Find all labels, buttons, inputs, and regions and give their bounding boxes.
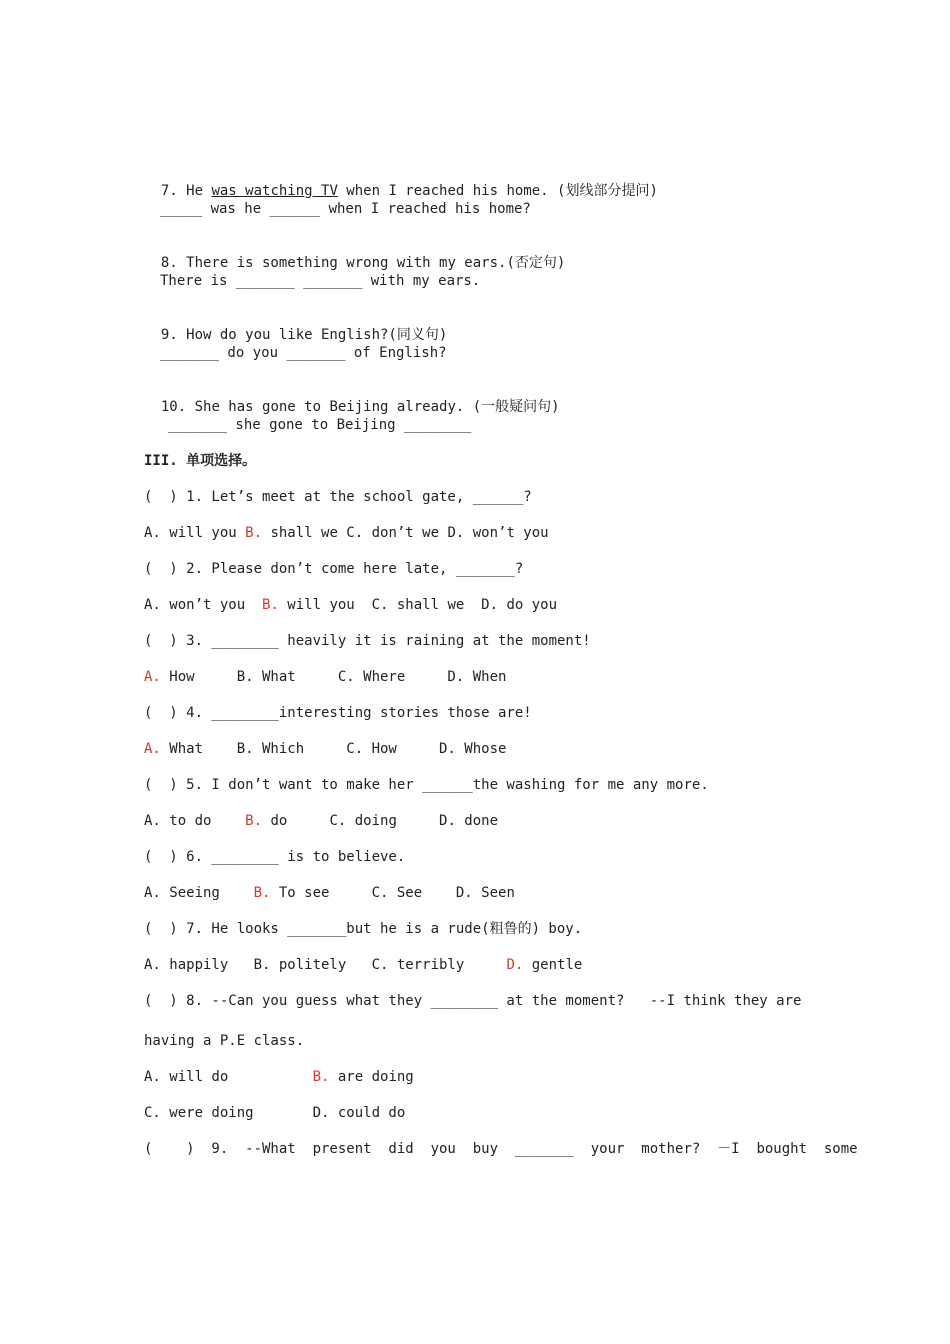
mc-options-2: A. won’t you B. will you C. shall we D. do you [144,597,558,613]
rewrite-8: 8. There is something wrong with my ears.(否定句) [160,255,566,271]
rewrite-7-answer: _____ was he ______ when I reached his home? [160,201,531,217]
mc-options-3: A. How B. What C. Where D. When [144,669,507,685]
answer-mark: D. [506,957,524,973]
rewrite-8-answer: There is _______ _______ with my ears. [160,273,481,289]
rewrite-10-answer: _______ she gone to Beijing ________ [168,417,472,433]
mc-options-7: A. happily B. politely C. terribly D. gentle [144,957,583,973]
mc-question-4: ( ) 4. ________interesting stories those are! [144,705,532,721]
mc-question-8-cont: having a P.E class. [144,1033,305,1049]
answer-mark: A. [144,669,161,685]
rewrite-7: 7. He was watching TV when I reached his home. (划线部分提问) [160,183,658,199]
mc-question-7: ( ) 7. He looks _______but he is a rude(粗鲁的) boy. [144,921,583,937]
mc-options-5: A. to do B. do C. doing D. done [144,813,499,829]
answer-mark: B. [245,525,263,541]
mc-question-5: ( ) 5. I don’t want to make her ______the washing for me any more. [144,777,709,793]
mc-question-6: ( ) 6. ________ is to believe. [144,849,406,865]
mc-options-1: A. will you B. shall we C. don’t we D. won’t you [144,525,549,541]
rewrite-10: 10. She has gone to Beijing already. (一般疑问句) [160,399,560,415]
answer-mark: A. [144,741,161,757]
rewrite-9-answer: _______ do you _______ of English? [160,345,447,361]
rewrite-9: 9. How do you like English?(同义句) [160,327,448,343]
mc-question-2: ( ) 2. Please don’t come here late, _______? [144,561,524,577]
answer-mark: B. [312,1069,330,1085]
mc-options-6: A. Seeing B. To see C. See D. Seen [144,885,515,901]
mc-question-9: ( ) 9. --What present did you buy _______ your mother? －I bought some [144,1141,858,1157]
mc-question-1: ( ) 1. Let’s meet at the school gate, ______? [144,489,532,505]
answer-mark: B. [262,597,279,613]
answer-mark: B. [253,885,271,901]
mc-question-8: ( ) 8. --Can you guess what they ________ at the moment? --I think they are [144,993,802,1009]
mc-options-8b: C. were doing D. could do [144,1105,406,1121]
underlined-phrase: was watching TV [211,183,338,199]
answer-mark: B. [245,813,263,829]
mc-options-8a: A. will do B. are doing [144,1069,414,1085]
mc-options-4: A. What B. Which C. How D. Whose [144,741,507,757]
mc-question-3: ( ) 3. ________ heavily it is raining at the moment! [144,633,591,649]
section-title: III. 单项选择。 [144,453,257,469]
